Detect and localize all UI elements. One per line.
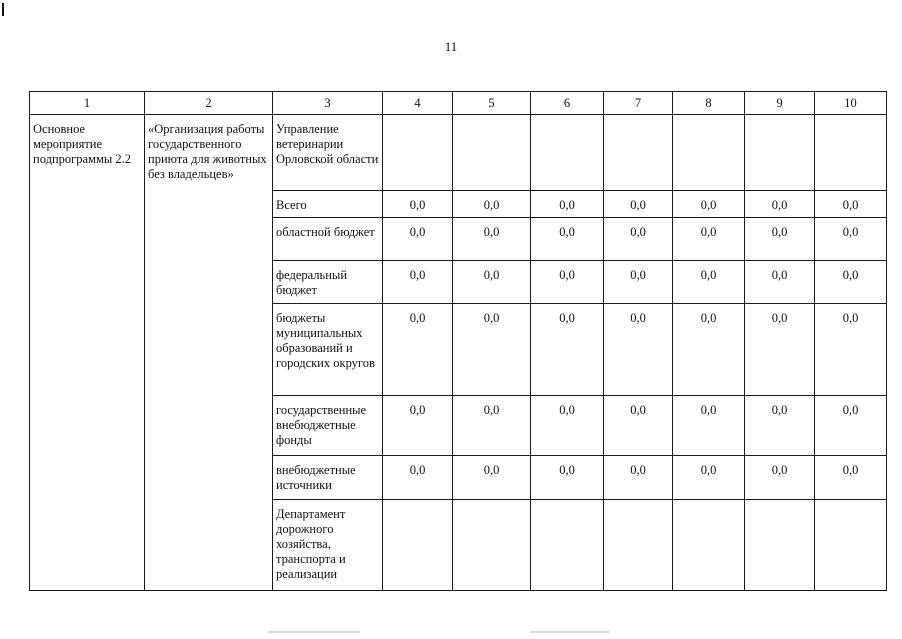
value-cell: 0,0 bbox=[673, 304, 745, 396]
empty-value-cell bbox=[453, 500, 531, 591]
value-cell: 0,0 bbox=[604, 396, 673, 456]
value-cell: 0,0 bbox=[453, 456, 531, 500]
value-cell: 0,0 bbox=[531, 396, 604, 456]
empty-value-cell bbox=[745, 500, 815, 591]
value-cell: 0,0 bbox=[531, 218, 604, 261]
column-header: 7 bbox=[604, 92, 673, 115]
value-cell: 0,0 bbox=[531, 261, 604, 304]
value-cell: 0,0 bbox=[453, 396, 531, 456]
page-number: 11 bbox=[444, 39, 458, 54]
value-cell: 0,0 bbox=[673, 218, 745, 261]
value-cell: 0,0 bbox=[745, 396, 815, 456]
empty-value-cell bbox=[453, 115, 531, 191]
column-header: 10 bbox=[815, 92, 887, 115]
value-cell: 0,0 bbox=[531, 304, 604, 396]
column-header: 4 bbox=[383, 92, 453, 115]
column-header: 8 bbox=[673, 92, 745, 115]
empty-value-cell bbox=[815, 500, 887, 591]
scan-artifact bbox=[530, 631, 610, 633]
empty-value-cell bbox=[745, 115, 815, 191]
value-cell: 0,0 bbox=[531, 456, 604, 500]
value-cell: 0,0 bbox=[815, 304, 887, 396]
funding-source-cell: бюджеты муниципальных образований и городских округов bbox=[273, 304, 383, 396]
value-cell: 0,0 bbox=[383, 304, 453, 396]
value-cell: 0,0 bbox=[383, 396, 453, 456]
value-cell: 0,0 bbox=[673, 456, 745, 500]
value-cell: 0,0 bbox=[673, 191, 745, 218]
value-cell: 0,0 bbox=[815, 261, 887, 304]
value-cell: 0,0 bbox=[745, 218, 815, 261]
funding-source-cell: государственные внебюджетные фонды bbox=[273, 396, 383, 456]
empty-value-cell bbox=[383, 115, 453, 191]
column-header: 5 bbox=[453, 92, 531, 115]
value-cell: 0,0 bbox=[745, 456, 815, 500]
measure-name-cell: Основное мероприятие подпрограммы 2.2 bbox=[30, 115, 145, 591]
measure-title-cell: «Организация работы государственного приюта для животных без владельцев» bbox=[145, 115, 273, 591]
empty-value-cell bbox=[383, 500, 453, 591]
funding-source-cell: Департамент дорожного хозяйства, транспорта и реализации bbox=[273, 500, 383, 591]
value-cell: 0,0 bbox=[673, 396, 745, 456]
value-cell: 0,0 bbox=[745, 304, 815, 396]
column-header: 2 bbox=[145, 92, 273, 115]
value-cell: 0,0 bbox=[604, 191, 673, 218]
value-cell: 0,0 bbox=[604, 456, 673, 500]
empty-value-cell bbox=[604, 500, 673, 591]
value-cell: 0,0 bbox=[383, 261, 453, 304]
scan-corner-mark bbox=[2, 3, 4, 16]
value-cell: 0,0 bbox=[815, 456, 887, 500]
value-cell: 0,0 bbox=[531, 191, 604, 218]
empty-value-cell bbox=[673, 115, 745, 191]
value-cell: 0,0 bbox=[383, 191, 453, 218]
empty-value-cell bbox=[531, 115, 604, 191]
value-cell: 0,0 bbox=[604, 218, 673, 261]
funding-source-cell: Всего bbox=[273, 191, 383, 218]
column-header: 1 bbox=[30, 92, 145, 115]
column-header: 9 bbox=[745, 92, 815, 115]
value-cell: 0,0 bbox=[815, 396, 887, 456]
funding-source-cell: областной бюджет bbox=[273, 218, 383, 261]
value-cell: 0,0 bbox=[815, 218, 887, 261]
value-cell: 0,0 bbox=[604, 304, 673, 396]
column-header: 3 bbox=[273, 92, 383, 115]
empty-value-cell bbox=[604, 115, 673, 191]
funding-source-cell: федеральный бюджет bbox=[273, 261, 383, 304]
empty-value-cell bbox=[815, 115, 887, 191]
scan-artifact bbox=[268, 631, 360, 633]
value-cell: 0,0 bbox=[383, 218, 453, 261]
value-cell: 0,0 bbox=[745, 261, 815, 304]
value-cell: 0,0 bbox=[745, 191, 815, 218]
value-cell: 0,0 bbox=[453, 261, 531, 304]
funding-source-cell: внебюджетные источники bbox=[273, 456, 383, 500]
column-header: 6 bbox=[531, 92, 604, 115]
funding-source-cell: Управление ветеринарии Орловской области bbox=[273, 115, 383, 191]
value-cell: 0,0 bbox=[673, 261, 745, 304]
budget-table bbox=[29, 91, 887, 591]
value-cell: 0,0 bbox=[453, 218, 531, 261]
value-cell: 0,0 bbox=[815, 191, 887, 218]
header-row bbox=[30, 92, 887, 115]
empty-value-cell bbox=[531, 500, 604, 591]
empty-value-cell bbox=[673, 500, 745, 591]
value-cell: 0,0 bbox=[453, 191, 531, 218]
value-cell: 0,0 bbox=[383, 456, 453, 500]
value-cell: 0,0 bbox=[604, 261, 673, 304]
table-row bbox=[30, 115, 887, 191]
value-cell: 0,0 bbox=[453, 304, 531, 396]
